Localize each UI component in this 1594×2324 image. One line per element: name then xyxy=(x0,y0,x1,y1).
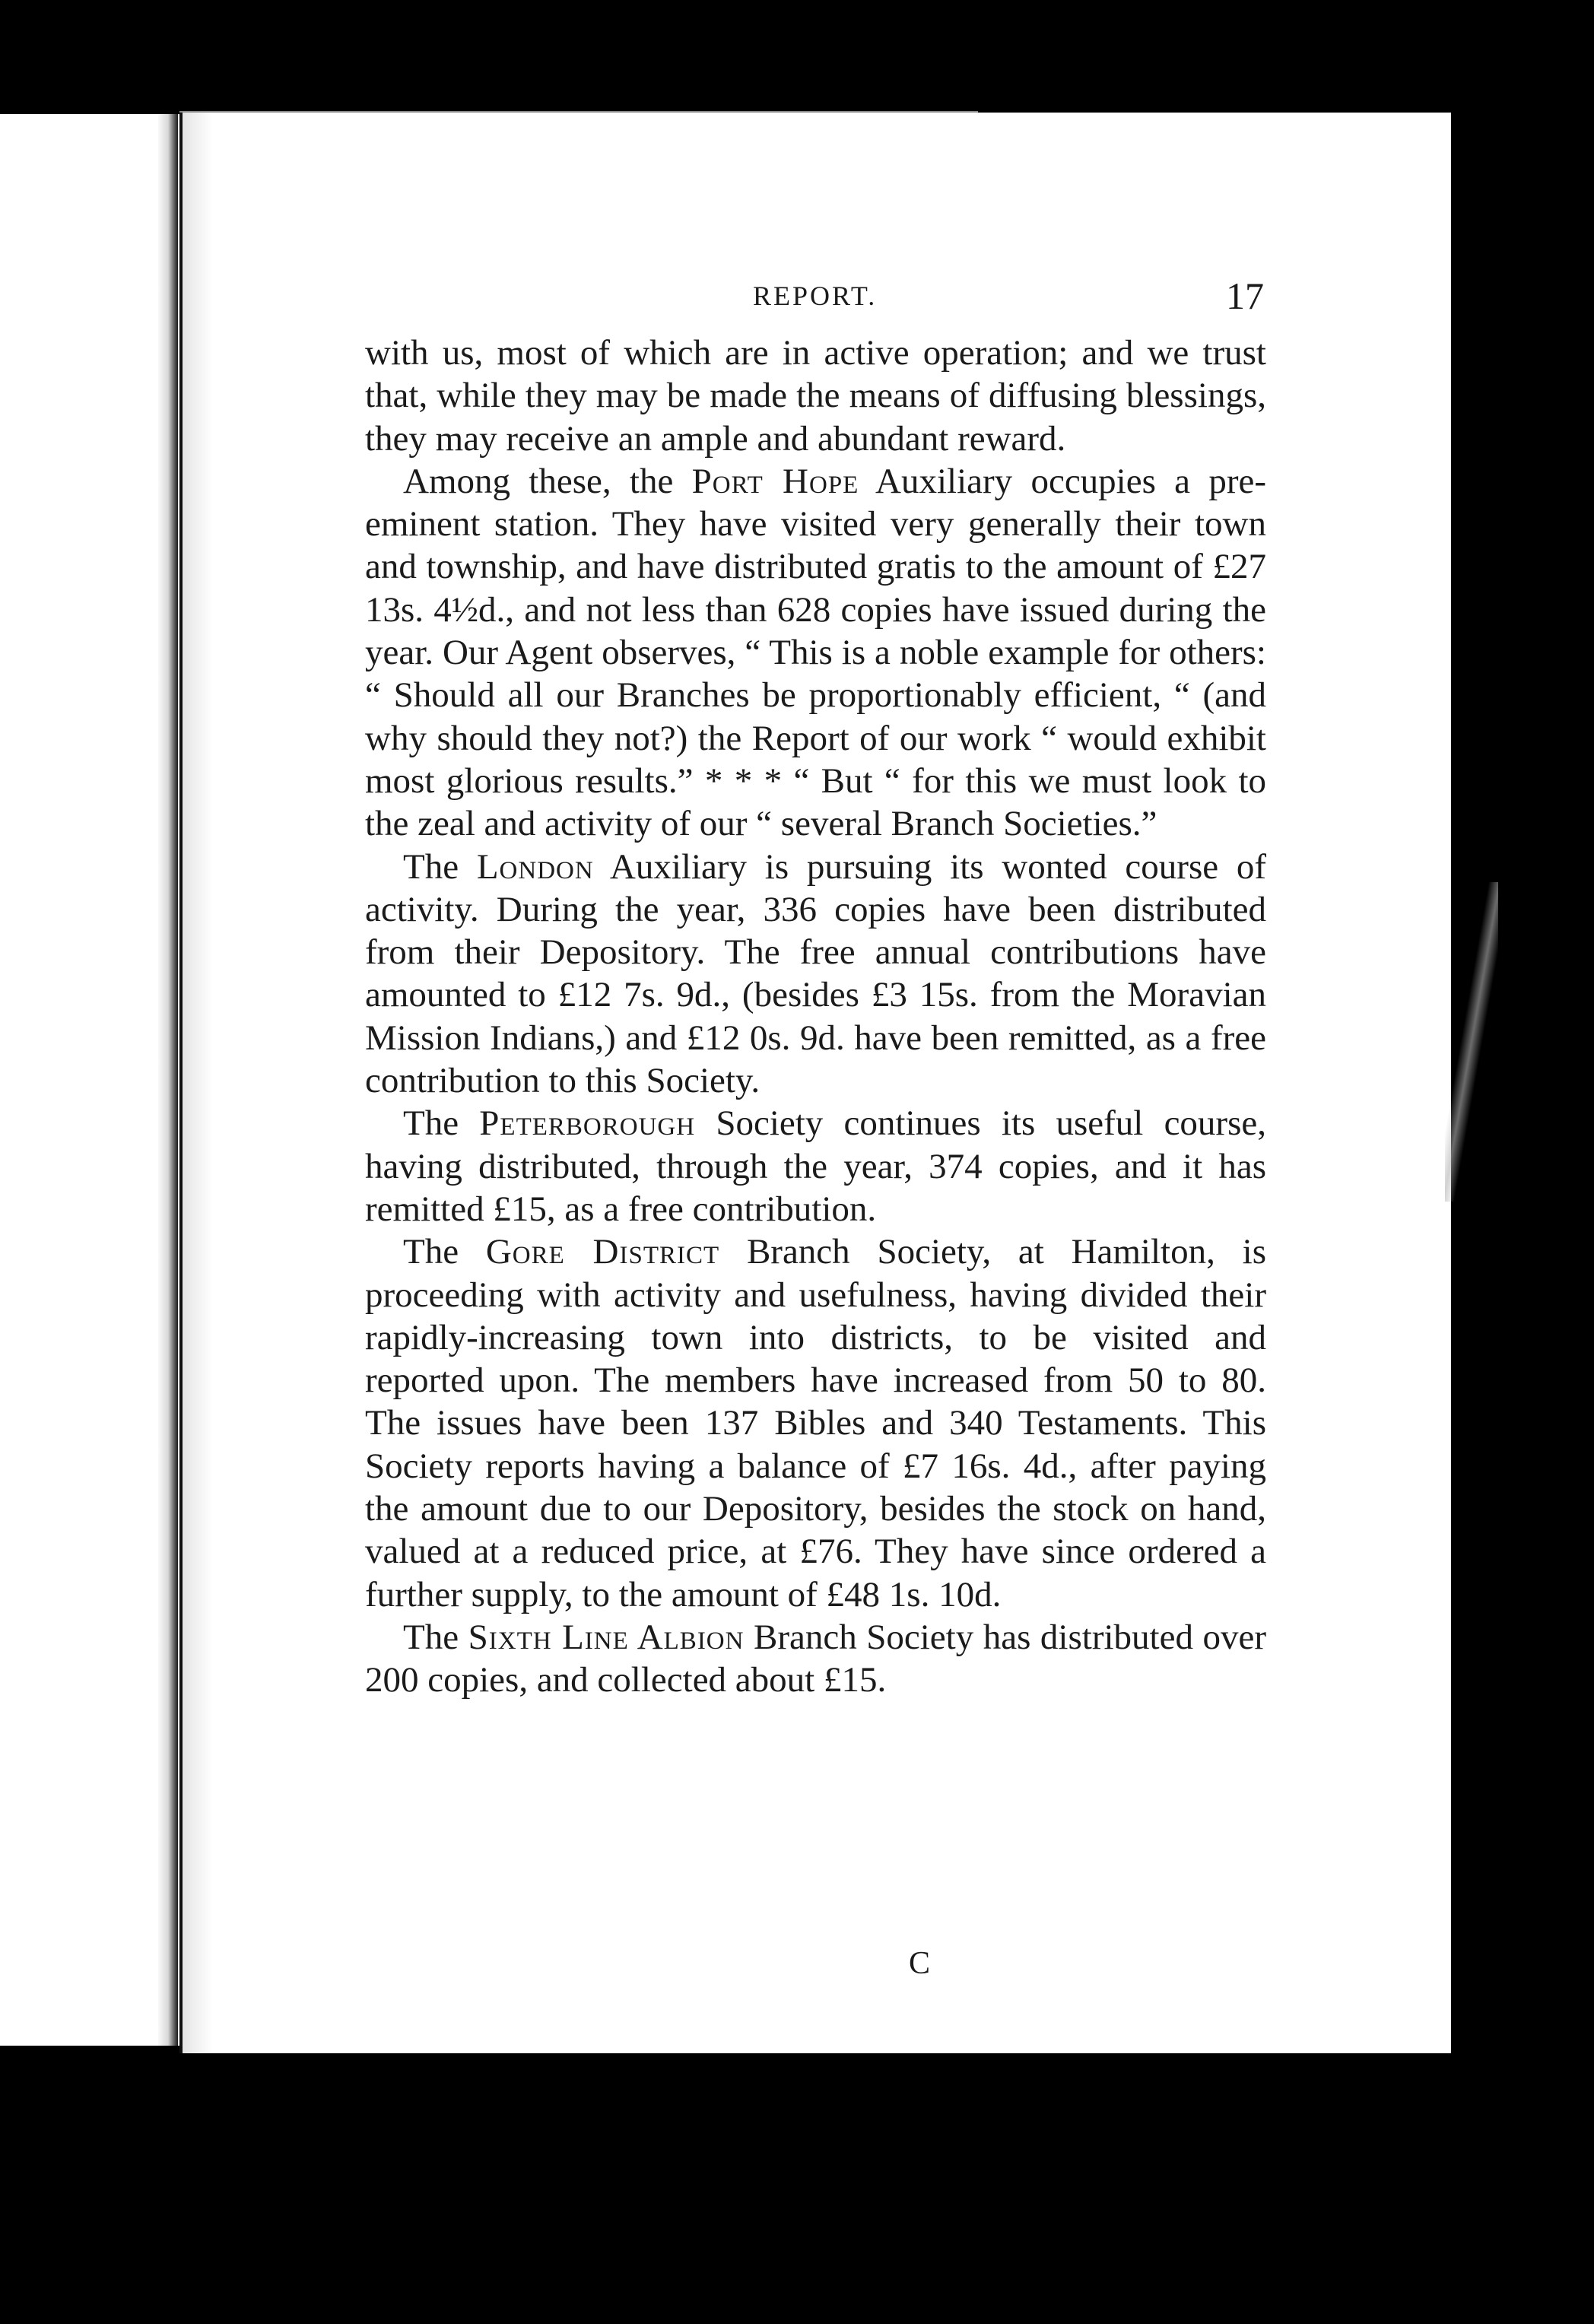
signature-mark: C xyxy=(909,1946,931,1981)
society-name: Peterborough xyxy=(479,1103,696,1144)
text-run: The xyxy=(403,846,477,887)
body-text xyxy=(365,332,1266,1702)
society-name: Gore District xyxy=(485,1232,720,1272)
paragraph xyxy=(365,846,1266,1103)
text-run: The xyxy=(403,1232,486,1272)
page-number: 17 xyxy=(1226,275,1264,317)
text-run: Auxiliary occupies a pre-eminent station. They have visited very generally their town and township, and have distributed gratis to the amount of £27 13s. 4½d., and not less than 628 copies have issued during the year. Our Agent observes, “ This is a noble example for others: “ Should all our Branches be proportionably efficient, “ (and why should they not?) the Report of our work “ would exhibit most glorious results.” * * * “ But “ for this we must look to the zeal and activity of our “ several Branch Societies.” xyxy=(365,461,1266,844)
facing-page-edge xyxy=(158,114,178,2046)
text-run: The xyxy=(403,1103,480,1144)
society-name: Sixth Line Albion xyxy=(468,1617,745,1657)
page-crease xyxy=(1445,882,1498,1202)
text-run: Society continues its useful course, having distributed, through the year, 374 copies, and it has remitted £15, as a free contribution. xyxy=(365,1103,1266,1229)
paragraph xyxy=(365,1230,1266,1616)
text-run: Branch Society, at Hamilton, is proceeding with activity and usefulness, having divided their rapidly-increasing town into districts, to be visited and reported upon. The members have increased from 50 to 80. The issues have been 137 Bibles and 340 Testaments. This Society reports having a balance of £7 16s. 4d., after paying the amount due to our Depository, besides the stock on hand, valued at a reduced price, at £76. They have since ordered a further supply, to the amount of £48 1s. 10d. xyxy=(365,1232,1266,1614)
paragraph xyxy=(365,1616,1266,1702)
society-name: London xyxy=(476,846,594,887)
text-run: Auxiliary is pursuing its wonted course of activity. During the year, 336 copies have been distributed from their Depository. The free annual contributions have amounted to £12 7s. 9d., (besides £3 15s. from the Moravian Mission Indians,) and £12 0s. 9d. have been remitted, as a free contribution to this Society. xyxy=(365,846,1267,1101)
paragraph xyxy=(365,1102,1266,1230)
facing-page-margin xyxy=(0,114,179,2046)
text-run: with us, most of which are in active operation; and we trust that, while they may be made the means of diffusing blessings, they may receive an ample and abundant reward. xyxy=(365,333,1266,459)
spine-shadow xyxy=(183,113,213,2053)
society-name: Port Hope xyxy=(691,461,859,501)
running-head: REPORT. xyxy=(753,281,878,311)
paragraph xyxy=(365,460,1266,846)
text-run: Among these, the xyxy=(403,461,692,501)
text-run: Branch Society has distributed over 200 copies, and collected about £15. xyxy=(365,1617,1266,1700)
paragraph xyxy=(365,332,1266,460)
text-run: The xyxy=(403,1617,468,1657)
